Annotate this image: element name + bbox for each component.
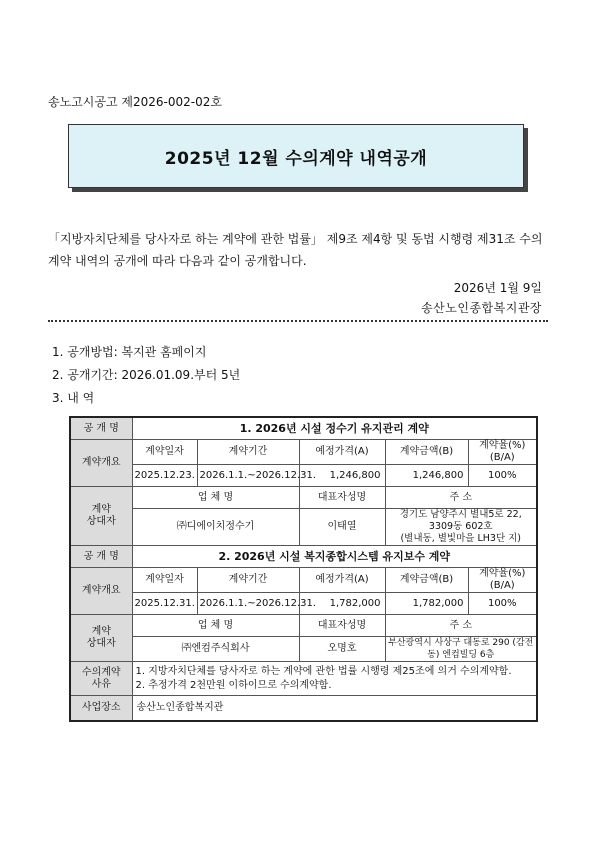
label-counterparty: 계약 상대자 [70,487,132,546]
label-counterparty: 계약 상대자 [70,615,132,662]
contract-1-rate: 100% [468,465,537,487]
contract-2-rate: 100% [468,593,537,615]
contract-2-company: ㈜엔컴주식회사 [132,637,299,662]
contract-1-address-cell [385,509,537,546]
contract-1-name: 1. 2026년 시설 정수기 유지관리 계약 [132,417,537,440]
label-contract-name: 공 개 명 [70,417,132,440]
disclosure-period: 2. 공개기간: 2026.01.09.부터 5년 [52,368,241,382]
contract-1-representative: 이태열 [299,509,385,546]
header-company: 업 체 명 [132,487,299,509]
header-estimated-price: 예정가격(A) [299,440,385,465]
contract-2-period: 2026.1.1.~2026.12.31. [197,593,299,615]
intro-paragraph: 「지방자치단체를 당사자로 하는 계약에 관한 법률」 제9조 제4항 및 동법 시행령 제31조 수의계약 내역의 공개에 따라 다음과 같이 공개합니다. [48,232,543,268]
contract-2-representative: 오명호 [299,637,385,662]
reason-line-1: 1. 지방자치단체를 당사자로 하는 계약에 관한 법률 시행령 제25조에 의거 수의계약함. [135,665,512,677]
details-heading: 3. 내 역 [52,391,95,405]
announcement-date: 2026년 1월 9일 [453,281,542,295]
header-contract-rate: 계약율(%)(B/A) [468,568,537,593]
reason-cell [132,662,537,696]
header-estimated-price: 예정가격(A) [299,568,385,593]
header-contract-amount: 계약금액(B) [385,568,468,593]
header-contract-date: 계약일자 [132,440,197,465]
reason-line-2: 2. 추정가격 2천만원 이하이므로 수의계약함. [135,679,332,691]
contract-1-address-line2: (별내동, 별빛마을 LH3단 지) [400,533,522,544]
table-row [70,696,537,721]
contract-table [69,416,538,722]
header-contract-rate: 계약율(%)(B/A) [468,440,537,465]
table-row [70,637,537,662]
table-row [70,487,537,509]
header-contract-period: 계약기간 [197,440,299,465]
header-contract-date: 계약일자 [132,568,197,593]
organization-name: 송산노인종합복지관장 [421,301,542,315]
contract-1-company: ㈜디에이치정수기 [132,509,299,546]
table-row [70,440,537,465]
dotted-divider [48,320,548,322]
table-row [70,509,537,546]
contract-1-amount: 1,246,800 [385,465,468,487]
table-row [70,465,537,487]
document-title: 2025년 12월 수의계약 내역공개 [164,148,428,169]
notice-number: 송노고시공고 제2026-002-02호 [48,95,222,109]
contract-2-amount: 1,782,000 [385,593,468,615]
header-representative: 대표자성명 [299,615,385,637]
header-address: 주 소 [385,615,537,637]
header-company: 업 체 명 [132,615,299,637]
label-overview: 계약개요 [70,568,132,615]
contract-2-address: 부산광역시 사상구 대동로 290 (감전동) 엔컴빌딩 6층 [385,637,537,662]
contract-2-date: 2025.12.31. [132,593,197,615]
contract-2-estimated-price: 1,782,000 [299,593,385,615]
table-row [70,417,537,440]
label-overview: 계약개요 [70,440,132,487]
contract-2-name: 2. 2026년 시설 복지종합시스템 유지보수 계약 [132,546,537,568]
business-location: 송산노인종합복지관 [132,696,537,721]
header-address: 주 소 [385,487,537,509]
label-contract-name: 공 개 명 [70,546,132,568]
header-contract-period: 계약기간 [197,568,299,593]
contract-1-address: 경기도 남양주시 별내5로 22, 3309동 602호 [399,509,522,532]
contract-1-date: 2025.12.23. [132,465,197,487]
header-contract-amount: 계약금액(B) [385,440,468,465]
table-row [70,546,537,568]
table-row [70,662,537,696]
table-row [70,615,537,637]
label-reason: 수의계약 사유 [70,662,132,696]
table-row [70,593,537,615]
document-title-box [68,124,524,188]
table-row [70,568,537,593]
header-representative: 대표자성명 [299,487,385,509]
disclosure-method: 1. 공개방법: 복지관 홈페이지 [52,345,207,359]
contract-1-period: 2026.1.1.~2026.12.31. [197,465,299,487]
label-location: 사업장소 [70,696,132,721]
contract-1-estimated-price: 1,246,800 [299,465,385,487]
